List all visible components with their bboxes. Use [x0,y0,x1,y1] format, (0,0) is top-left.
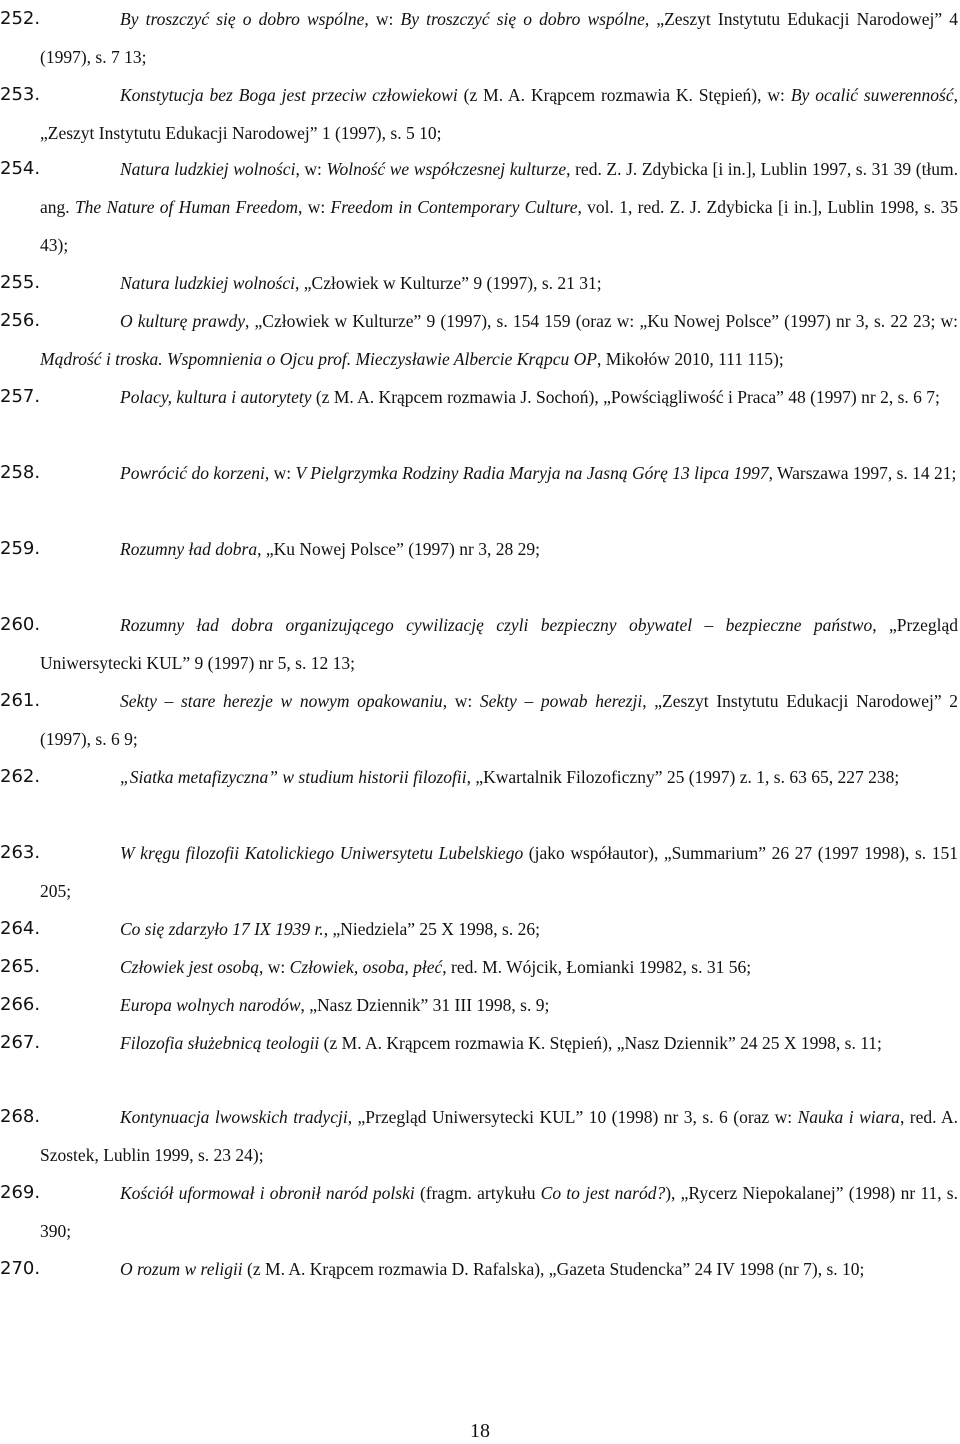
entry-text-segment: , w: [295,159,327,179]
entry-title-italic: O kulturę prawdy [120,311,246,331]
entry-text-segment: , w: [364,9,401,29]
bibliography-entry [0,0,958,76]
entry-title-italic: By ocalić suwerenność [790,85,954,105]
entry-text [40,454,958,492]
entry-title-italic: Człowiek, osoba, płeć [289,957,443,977]
entry-text-segment: , w: [442,691,480,711]
entry-title-italic: Europa wolnych narodów [120,995,301,1015]
page-number: 18 [470,1420,490,1442]
entry-text-segment: , red. M. Wójcik, Łomianki 19982, s. 31 56; [442,957,752,977]
entry-text-segment: , „Kwartalnik Filozoficzny” 25 (1997) z. 1, s. 63 65, 227 238; [466,767,900,787]
entry-number: 259. [0,538,41,559]
entry-number: 256. [0,310,41,331]
entry-title-italic: Co się zdarzyło 17 IX 1939 r. [120,919,324,939]
bibliography-entry [0,948,958,986]
entry-title-italic: „Siatka metafizyczna” w studium historii filozofii [120,767,467,787]
entry-text-segment: , w: [264,463,296,483]
entry-text-segment: (jako współautor), „Summarium” 26 27 (1997 1998), s. 151 205; [40,843,959,901]
bibliography-entry [0,1174,958,1250]
entry-title-italic: W kręgu filozofii Katolickiego Uniwersytetu Lubelskiego [120,843,524,863]
entry-title-italic: By troszczyć się o dobro wspólne [400,9,645,29]
entry-text [40,1024,958,1062]
entry-title-italic: Mądrość i troska. Wspomnienia o Ojcu prof. Mieczysławie Albercie Krąpcu OP [40,349,598,369]
entry-number: 266. [0,994,41,1015]
entry-title-italic: Kontynuacja lwowskich tradycji [120,1107,348,1127]
entry-text-segment: (z M. A. Krąpcem rozmawia K. Stępień), „Nasz Dziennik” 24 25 X 1998, s. 11; [319,1033,882,1053]
entry-text [40,0,958,76]
bibliography-entry [0,530,958,568]
entry-title-italic: Rozumny ład dobra [120,539,258,559]
entry-text-segment: , „Zeszyt Instytutu Edukacji Narodowej” 1 (1997), s. 5 10; [40,85,958,143]
entry-text-segment: , Warszawa 1997, s. 14 21; [768,463,957,483]
entry-text [40,834,958,910]
bibliography-entry [0,302,958,378]
entry-number: 262. [0,766,41,787]
entry-text-segment: (z M. A. Krąpcem rozmawia K. Stępień), w: [457,85,791,105]
entry-title-italic: The Nature of Human Freedom [74,197,299,217]
entry-text-segment: , „Ku Nowej Polsce” (1997) nr 3, 28 29; [257,539,540,559]
bibliography-entry [0,1250,958,1288]
entry-text-segment: , Mikołów 2010, 111 115); [597,349,784,369]
entry-title-italic: Filozofia służebnicą teologii [120,1033,320,1053]
entry-number: 260. [0,614,41,635]
entry-text [40,530,958,568]
entry-text-segment: ), „Rycerz Niepokalanej” (1998) nr 11, s. 390; [40,1183,958,1241]
entry-title-italic: Natura ludzkiej wolności [120,159,296,179]
entry-text [40,1174,958,1250]
entry-text [40,1098,958,1174]
entry-title-italic: Co to jest naród? [540,1183,666,1203]
bibliography-entry [0,76,958,152]
entry-text-segment: (z M. A. Krąpcem rozmawia J. Sochoń), „Powściągliwość i Praca” 48 (1997) nr 2, s. 6 7; [311,387,940,407]
entry-text-segment: , „Przegląd Uniwersytecki KUL” 10 (1998) nr 3, s. 6 (oraz w: [347,1107,798,1127]
entry-text-segment: , w: [259,957,290,977]
entry-text-segment: , „Przegląd Uniwersytecki KUL” 9 (1997) nr 5, s. 12 13; [40,615,958,673]
entry-title-italic: Polacy, kultura i autorytety [120,387,312,407]
entry-text [40,948,958,986]
entry-number: 270. [0,1258,41,1279]
entry-title-italic: O rozum w religii [120,1259,243,1279]
entry-text-segment: , „Człowiek w Kulturze” 9 (1997), s. 21 31; [295,273,602,293]
entry-number: 255. [0,272,41,293]
entry-number: 267. [0,1032,41,1053]
entry-number: 261. [0,690,41,711]
entry-text [40,682,958,758]
entry-text-segment: , „Zeszyt Instytutu Edukacji Narodowej” 4 (1997), s. 7 13; [40,9,958,67]
bibliography-entry [0,454,958,492]
bibliography-entry [0,910,958,948]
bibliography-entry [0,682,958,758]
entry-text [40,606,958,682]
entry-text [40,910,958,948]
entry-title-italic: Natura ludzkiej wolności [120,273,295,293]
entry-text-segment: , w: [298,197,331,217]
entry-title-italic: Kościół uformował i obronił naród polski [120,1183,415,1203]
entry-text [40,758,958,796]
entry-text-segment: (fragm. artykułu [414,1183,541,1203]
entry-text [40,150,958,264]
entry-title-italic: Konstytucja bez Boga jest przeciw człowiekowi [120,85,458,105]
entry-title-italic: V Pielgrzymka Rodziny Radia Maryja na Jasną Górę 13 lipca 1997 [295,463,769,483]
entry-number: 265. [0,956,41,977]
entry-text-segment: , red. A. Szostek, Lublin 1999, s. 23 24); [40,1107,958,1165]
entry-number: 258. [0,462,41,483]
bibliography-entry [0,986,958,1024]
bibliography-entry [0,378,958,416]
entry-text [40,302,958,378]
entry-number: 254. [0,158,41,179]
bibliography-entry [0,834,959,910]
entry-text-segment: , „Nasz Dziennik” 31 III 1998, s. 9; [300,995,550,1015]
entry-title-italic: Rozumny ład dobra organizującego cywilizację czyli bezpieczny obywatel – bezpieczne państwo [120,615,873,635]
entry-title-italic: Wolność we współczesnej kulturze [326,159,567,179]
bibliography-entry [0,264,958,302]
entry-text [40,986,958,1024]
bibliography-entry [0,758,958,796]
entry-title-italic: By troszczyć się o dobro wspólne [120,9,365,29]
entry-number: 264. [0,918,41,939]
bibliography-entry [0,150,959,264]
entry-text-segment: , red. Z. J. Zdybicka [i in.], Lublin 1997, s. 31 39 (tłum. ang. [40,159,959,217]
entry-title-italic: Powrócić do korzeni [120,463,265,483]
entry-text [40,378,958,416]
entry-title-italic: Nauka i wiara [797,1107,900,1127]
entry-text [40,76,958,152]
entry-number: 252. [0,8,41,29]
bibliography-entry [0,1098,958,1174]
entry-title-italic: Sekty – stare herezje w nowym opakowaniu [120,691,443,711]
bibliography-entry [0,1024,958,1062]
entry-title-italic: Człowiek jest osobą [120,957,260,977]
bibliography-entry [0,606,958,682]
entry-text-segment: , „Człowiek w Kulturze” 9 (1997), s. 154 159 (oraz w: „Ku Nowej Polsce” (1997) nr 3, s. 22 23; w: [245,311,958,331]
entry-text-segment: , vol. 1, red. Z. J. Zdybicka [i in.], Lublin 1998, s. 35 43); [40,197,959,255]
entry-title-italic: Freedom in Contemporary Culture [330,197,578,217]
entry-text [40,264,958,302]
entry-number: 269. [0,1182,41,1203]
entry-number: 263. [0,842,41,863]
entry-text [40,1250,958,1288]
entry-text-segment: , „Zeszyt Instytutu Edukacji Narodowej” 2 (1997), s. 6 9; [40,691,958,749]
entry-number: 268. [0,1106,41,1127]
entry-text-segment: , „Niedziela” 25 X 1998, s. 26; [323,919,540,939]
entry-number: 253. [0,84,41,105]
entry-title-italic: Sekty – powab herezji [479,691,643,711]
entry-text-segment: (z M. A. Krąpcem rozmawia D. Rafalska), „Gazeta Studencka” 24 IV 1998 (nr 7), s. 10; [242,1259,865,1279]
entry-number: 257. [0,386,41,407]
